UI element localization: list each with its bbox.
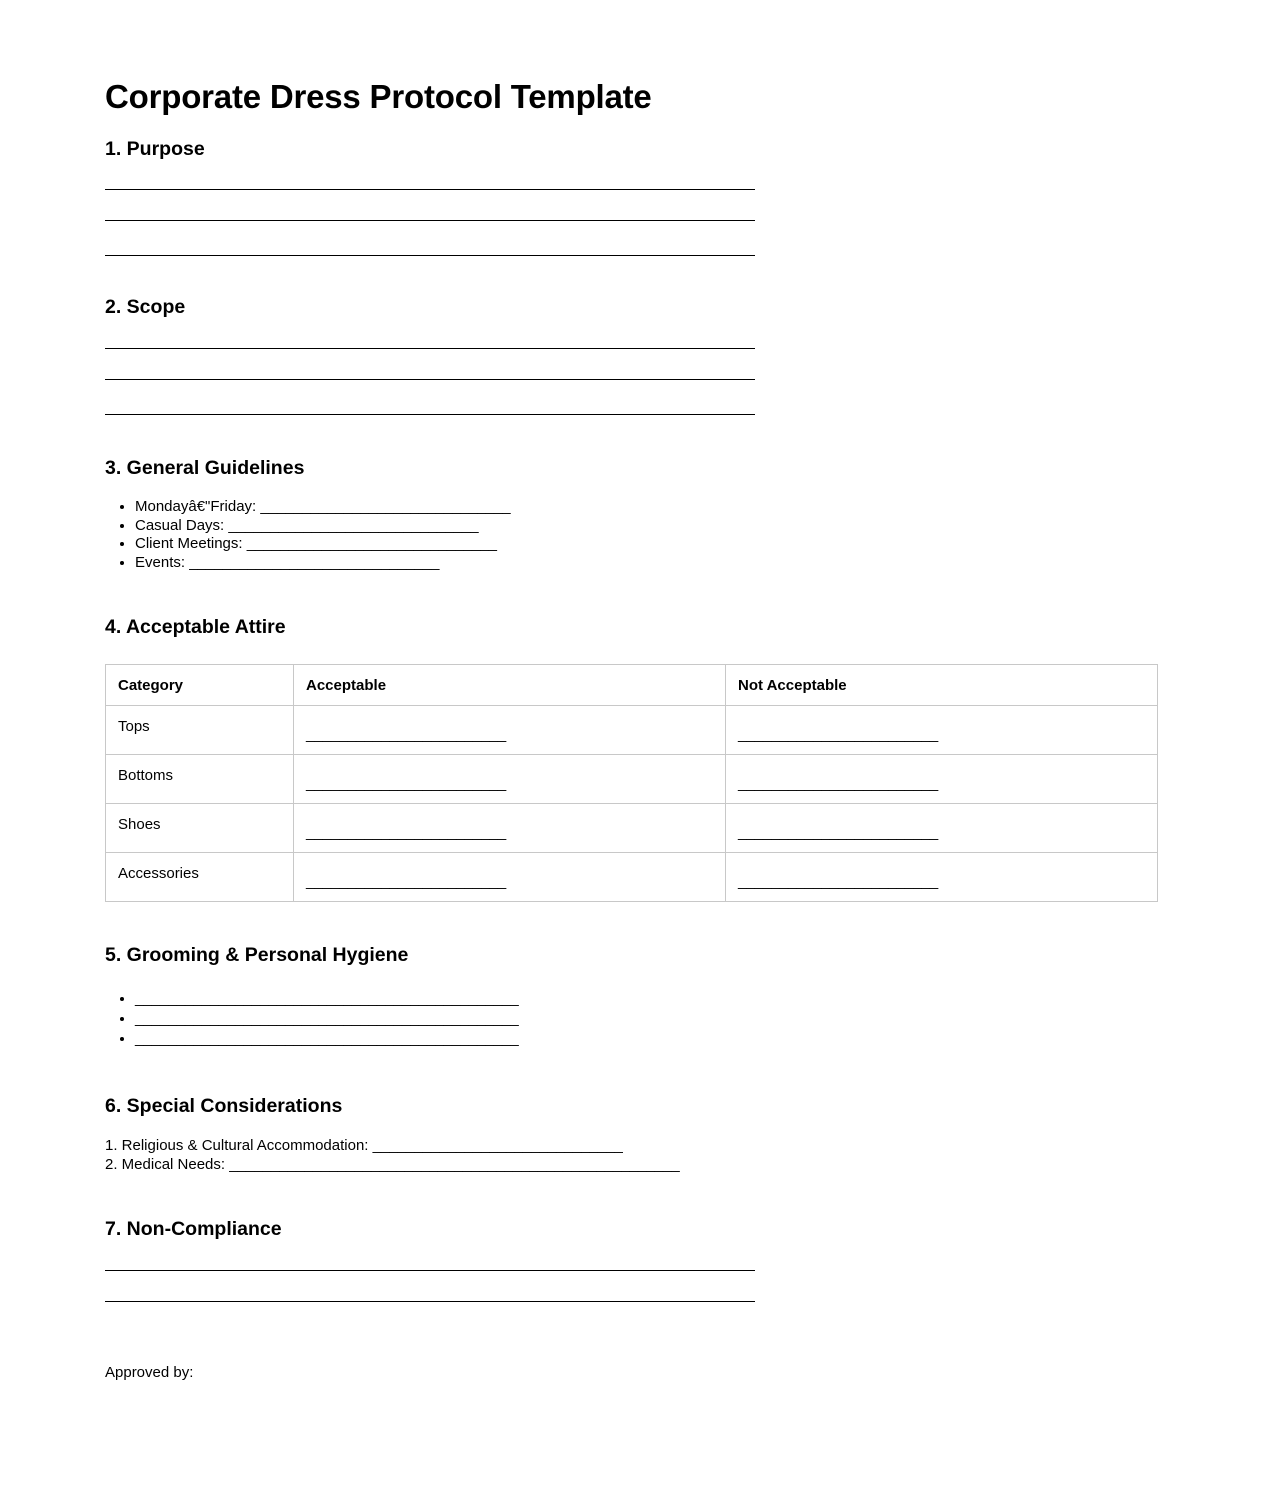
table-row: [106, 852, 1158, 901]
table-header-acceptable: Acceptable: [294, 664, 726, 705]
special-consideration-medical[interactable]: 2. Medical Needs: ______________________________________________________: [105, 1156, 680, 1174]
table-cell-category: Tops: [106, 705, 294, 754]
table-cell-acceptable[interactable]: [294, 754, 726, 803]
section-heading-general-guidelines: 3. General Guidelines: [105, 456, 305, 479]
section-acceptable-attire: [105, 616, 1263, 901]
table-cell-not-acceptable[interactable]: [726, 705, 1158, 754]
section-heading-non-compliance: 7. Non-Compliance: [105, 1218, 282, 1241]
guideline-item-casual-days: Casual Days: ______________________________: [135, 516, 479, 534]
section-special-considerations: [105, 1095, 1263, 1174]
non-compliance-answer-lines: [105, 1270, 755, 1302]
table-cell-not-acceptable[interactable]: [726, 852, 1158, 901]
list-item[interactable]: [135, 554, 1263, 573]
guideline-item-client-meetings: Client Meetings: ______________________________: [135, 535, 497, 553]
section-purpose: [105, 138, 1263, 256]
table-cell-not-acceptable[interactable]: [726, 803, 1158, 852]
table-cell-acceptable[interactable]: [294, 705, 726, 754]
section-heading-grooming: 5. Grooming & Personal Hygiene: [105, 943, 409, 966]
non-compliance-answer-line-1[interactable]: [105, 1270, 755, 1271]
grooming-fill-line-2: ______________________________________________: [135, 1009, 519, 1027]
fill-line: ________________________: [738, 823, 939, 841]
section-heading-special-considerations: 6. Special Considerations: [105, 1094, 343, 1117]
spacer-after-general-guidelines: [105, 572, 1263, 616]
spacer-after-acceptable-attire: [105, 902, 1263, 944]
section-heading-purpose: 1. Purpose: [105, 137, 205, 160]
fill-line: ________________________: [306, 725, 507, 743]
spacer-after-scope: [105, 415, 1263, 457]
grooming-fill-line-1: ______________________________________________: [135, 989, 519, 1007]
purpose-answer-line-1[interactable]: [105, 189, 755, 190]
section-non-compliance: [105, 1218, 1263, 1301]
table-cell-acceptable[interactable]: [294, 803, 726, 852]
table-cell-category: Accessories: [106, 852, 294, 901]
general-guidelines-list: [105, 498, 1263, 572]
section-general-guidelines: [105, 457, 1263, 572]
list-item[interactable]: [135, 1009, 1263, 1029]
fill-line: ________________________: [738, 774, 939, 792]
approved-by-label: Approved by:: [105, 1363, 194, 1381]
grooming-list: [105, 989, 1263, 1049]
section-grooming: [105, 944, 1263, 1049]
list-item[interactable]: [135, 498, 1263, 517]
list-item[interactable]: [135, 517, 1263, 536]
special-considerations-list: [105, 1136, 1263, 1174]
section-heading-acceptable-attire: 4. Acceptable Attire: [105, 616, 286, 639]
scope-answer-line-2[interactable]: [105, 379, 755, 380]
table-cell-acceptable[interactable]: [294, 852, 726, 901]
table-header-category: Category: [106, 664, 294, 705]
fill-line: ________________________: [306, 823, 507, 841]
fill-line: ________________________: [306, 872, 507, 890]
scope-answer-lines: [105, 348, 755, 415]
page-title: Corporate Dress Protocol Template: [105, 78, 652, 115]
grooming-fill-line-3: ______________________________________________: [135, 1029, 519, 1047]
fill-line: ________________________: [738, 725, 939, 743]
purpose-answer-lines: [105, 189, 755, 256]
table-header-row: [106, 664, 1158, 705]
fill-line: ________________________: [306, 774, 507, 792]
special-consideration-religious[interactable]: 1. Religious & Cultural Accommodation: ______________________________: [105, 1137, 623, 1155]
table-cell-not-acceptable[interactable]: [726, 754, 1158, 803]
scope-answer-line-1[interactable]: [105, 348, 755, 349]
non-compliance-answer-line-2[interactable]: [105, 1301, 755, 1302]
table-cell-category: Shoes: [106, 803, 294, 852]
table-header-not-acceptable: Not Acceptable: [726, 664, 1158, 705]
section-scope: [105, 296, 1263, 414]
table-row: [106, 803, 1158, 852]
list-item[interactable]: [135, 535, 1263, 554]
table-cell-category: Bottoms: [106, 754, 294, 803]
list-item[interactable]: [135, 1029, 1263, 1049]
section-heading-scope: 2. Scope: [105, 296, 186, 319]
spacer-after-purpose: [105, 256, 1263, 296]
spacer-after-special-considerations: [105, 1174, 1263, 1218]
acceptable-attire-table: [105, 664, 1158, 902]
spacer-after-grooming: [105, 1049, 1263, 1095]
table-row: [106, 705, 1158, 754]
guideline-item-weekday: Mondayâ€"Friday: ______________________________: [135, 498, 511, 516]
table-row: [106, 754, 1158, 803]
guideline-item-events: Events: ______________________________: [135, 553, 440, 571]
fill-line: ________________________: [738, 872, 939, 890]
purpose-answer-line-2[interactable]: [105, 220, 755, 221]
list-item[interactable]: [135, 989, 1263, 1009]
